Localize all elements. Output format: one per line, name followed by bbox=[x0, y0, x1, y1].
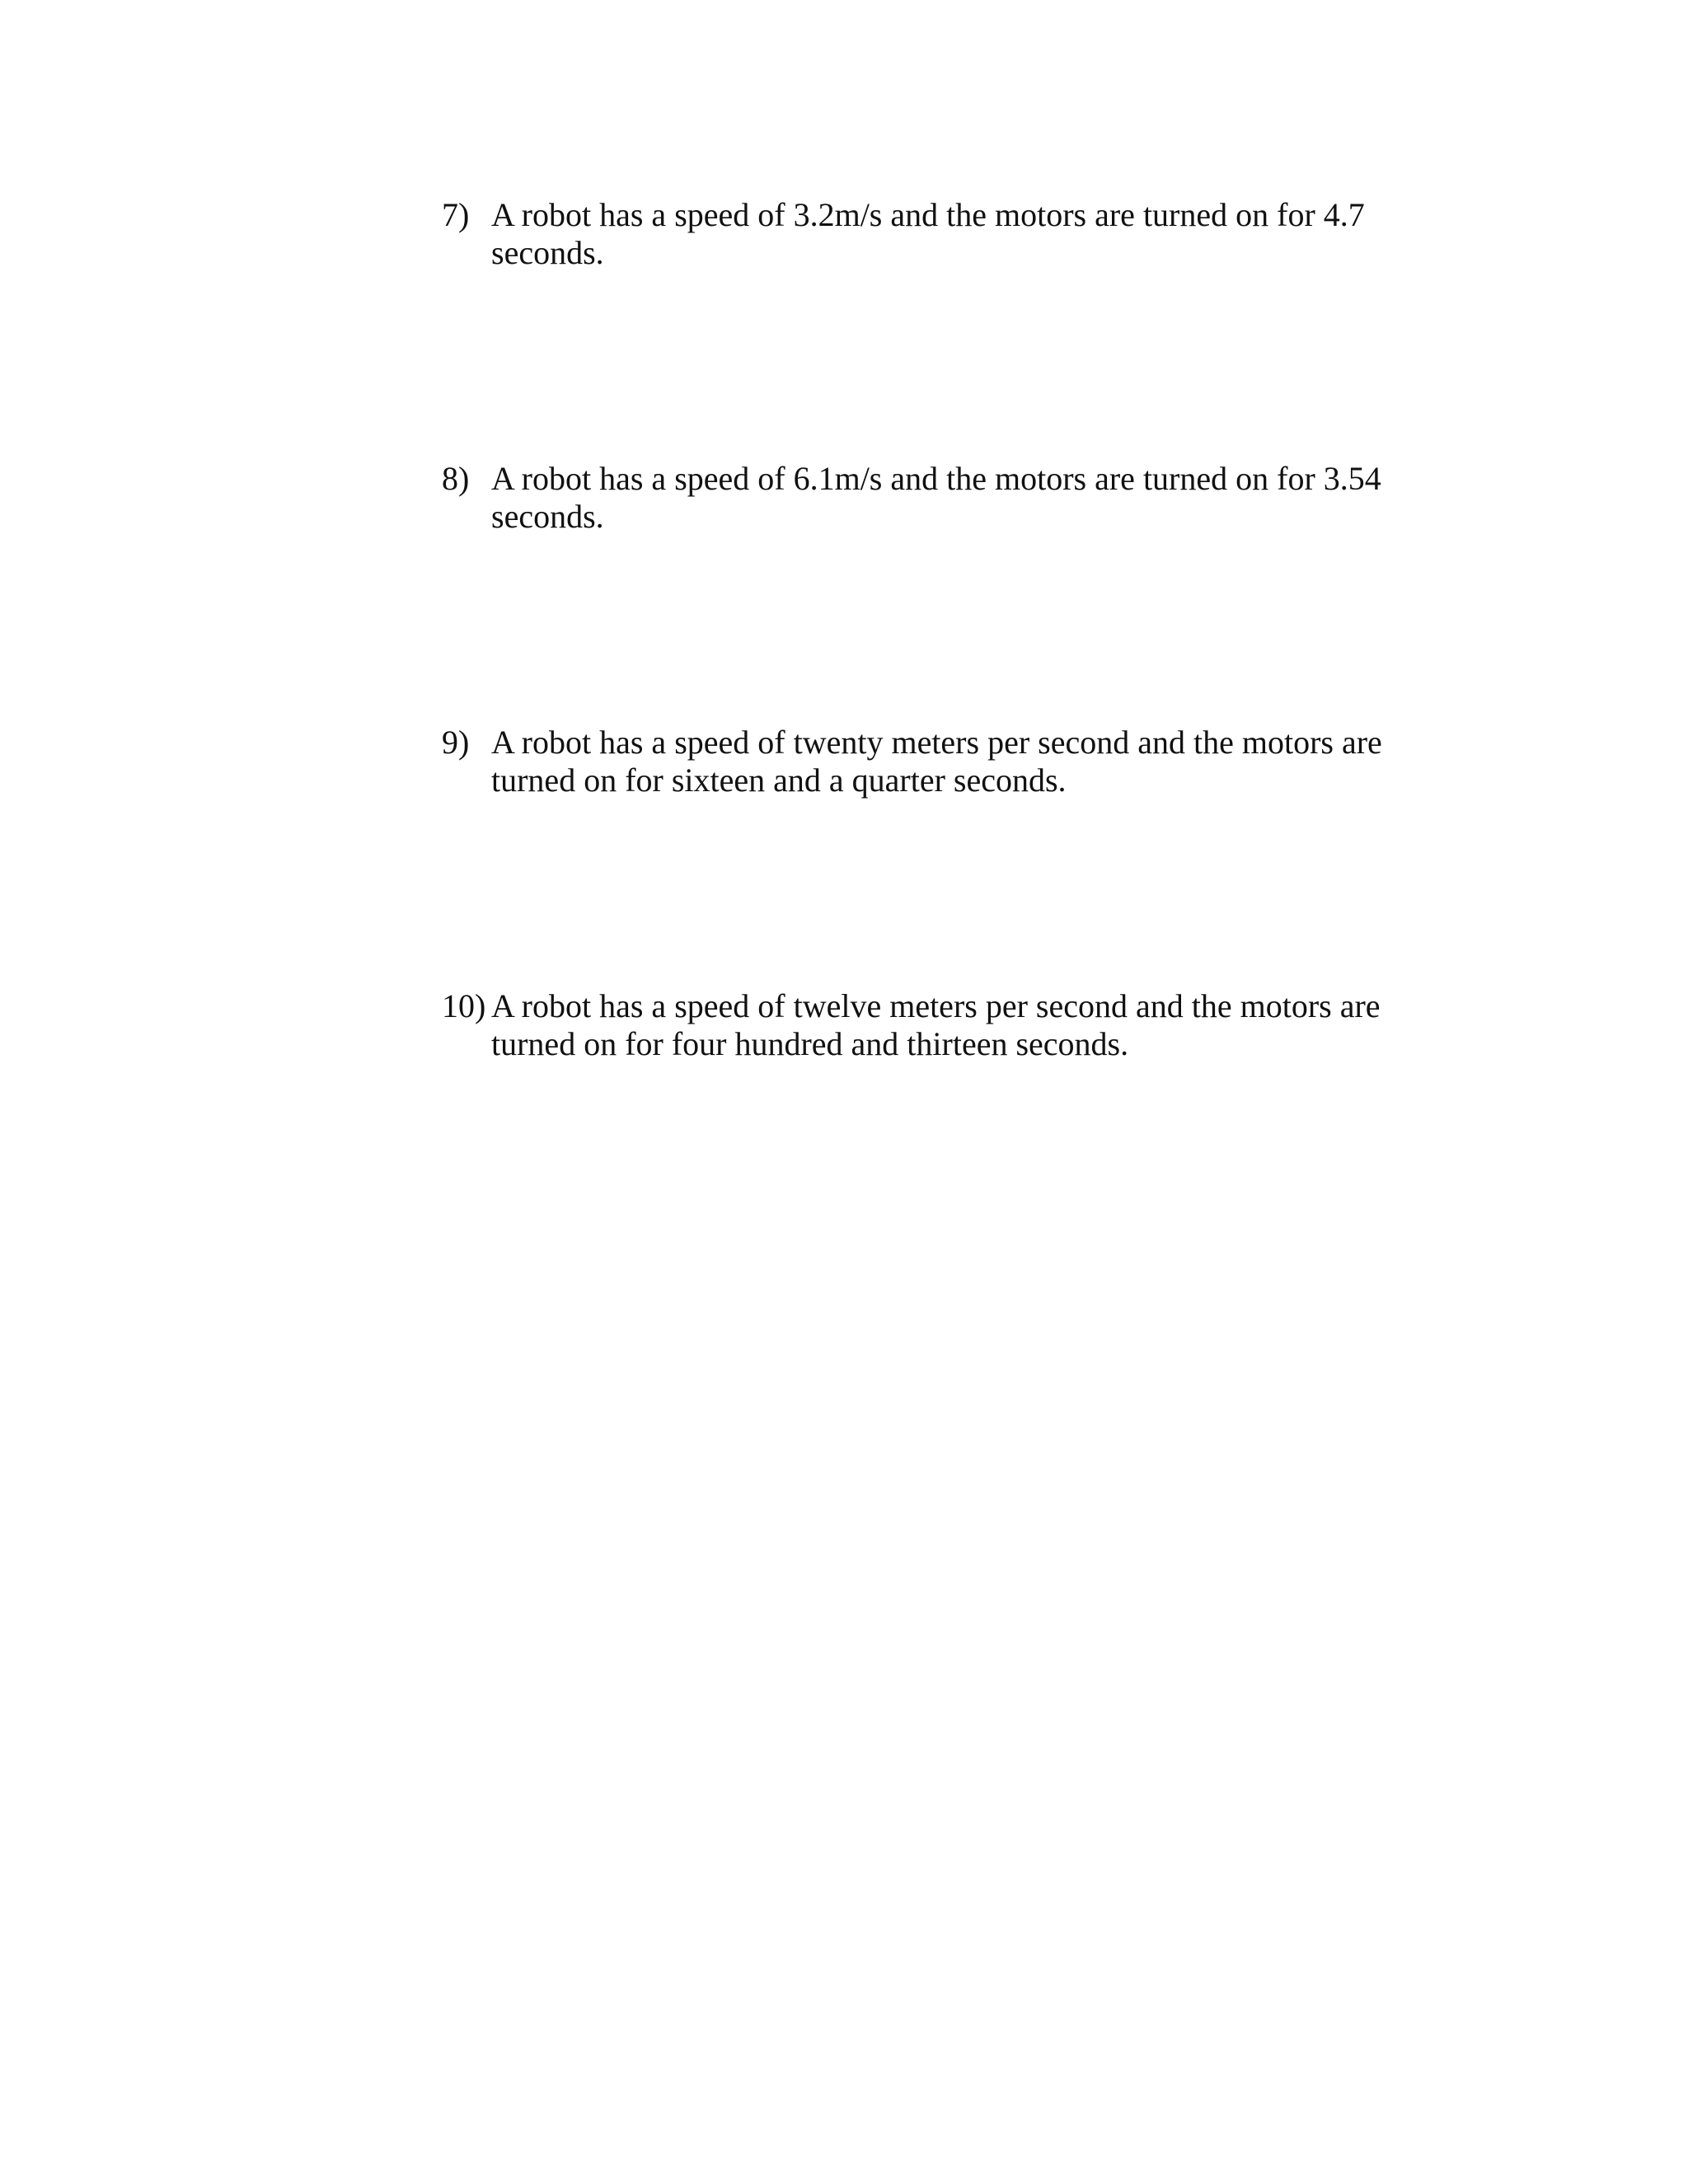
question-8 bbox=[442, 460, 1414, 536]
question-text: A robot has a speed of twelve meters per second and the motors are turned on for four hundred and thirteen seconds. bbox=[491, 987, 1381, 1062]
question-number: 9) bbox=[442, 724, 470, 761]
question-text: A robot has a speed of twenty meters per second and the motors are turned on for sixteen and a quarter seconds. bbox=[491, 724, 1382, 799]
question-text: A robot has a speed of 6.1m/s and the motors are turned on for 3.54 seconds. bbox=[491, 460, 1381, 535]
question-10 bbox=[442, 987, 1414, 1063]
question-number: 10) bbox=[442, 987, 486, 1024]
question-7 bbox=[442, 196, 1414, 272]
question-text: A robot has a speed of 3.2m/s and the motors are turned on for 4.7 seconds. bbox=[491, 196, 1365, 271]
question-9 bbox=[442, 724, 1414, 799]
question-number: 8) bbox=[442, 460, 470, 497]
question-number: 7) bbox=[442, 196, 470, 233]
